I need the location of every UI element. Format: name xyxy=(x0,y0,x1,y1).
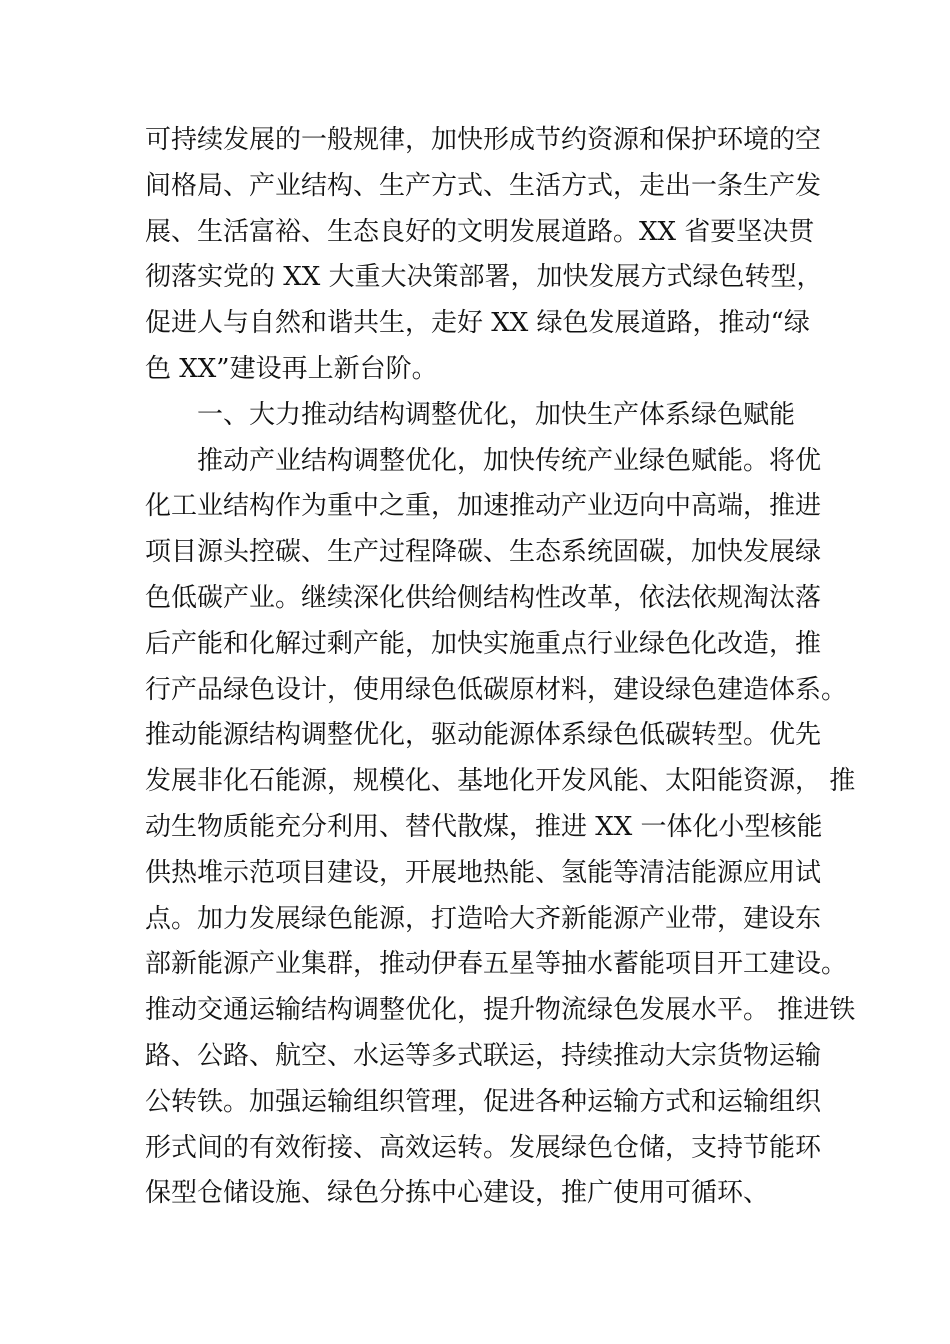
body-line: 后产能和化解过剩产能，加快实施重点行业绿色化改造，推 xyxy=(145,628,822,659)
body-line: 推动能源结构调整优化，驱动能源体系绿色低碳转型。优先 xyxy=(145,720,822,751)
body-line: 动生物质能充分利用、替代散煤，推进 XX 一体化小型核能 xyxy=(145,811,823,842)
body-line: 间格局、产业结构、生产方式、生活方式，走出一条生产发 xyxy=(145,170,822,201)
document-body xyxy=(145,118,856,1217)
body-line: 推动交通运输结构调整优化，提升物流绿色发展水平。 推进铁 xyxy=(145,995,856,1026)
body-line: 供热堆示范项目建设，开展地热能、氢能等清洁能源应用试 xyxy=(145,857,822,888)
body-line: 化工业结构作为重中之重，加速推动产业迈向中高端，推进 xyxy=(145,491,822,522)
body-line: 行产品绿色设计，使用绿色低碳原材料，建设绿色建造体系。 xyxy=(145,674,848,705)
body-line: 发展非化石能源，规模化、基地化开发风能、太阳能资源， 推 xyxy=(145,766,856,797)
body-line: 路、公路、航空、水运等多式联运，持续推动大宗货物运输 xyxy=(145,1040,822,1071)
body-line: 点。加力发展绿色能源，打造哈大齐新能源产业带，建设东 xyxy=(145,903,822,934)
body-line: 促进人与自然和谐共生，走好 XX 绿色发展道路，推动“绿 xyxy=(145,308,810,339)
body-line: 色 XX”建设再上新台阶。 xyxy=(145,353,438,384)
body-line: 展、生活富裕、生态良好的文明发展道路。XX 省要坚决贯 xyxy=(145,216,815,247)
paragraph-first-line: 推动产业结构调整优化，加快传统产业绿色赋能。将优 xyxy=(197,445,822,476)
section-heading: 一、大力推动结构调整优化，加快生产体系绿色赋能 xyxy=(197,399,796,430)
body-line: 形式间的有效衔接、高效运转。发展绿色仓储，支持节能环 xyxy=(145,1132,822,1163)
body-line: 保型仓储设施、绿色分拣中心建设，推广使用可循环、 xyxy=(145,1178,770,1209)
body-line: 彻落实党的 XX 大重大决策部署，加快发展方式绿色转型， xyxy=(145,262,823,293)
body-line: 色低碳产业。继续深化供给侧结构性改革，依法依规淘汰落 xyxy=(145,582,822,613)
body-line: 部新能源产业集群，推动伊春五星等抽水蓄能项目开工建设。 xyxy=(145,949,848,980)
body-line: 项目源头控碳、生产过程降碳、生态系统固碳，加快发展绿 xyxy=(145,537,822,568)
body-line: 公转铁。加强运输组织管理，促进各种运输方式和运输组织 xyxy=(145,1086,822,1117)
body-line: 可持续发展的一般规律，加快形成节约资源和保护环境的空 xyxy=(145,125,822,155)
